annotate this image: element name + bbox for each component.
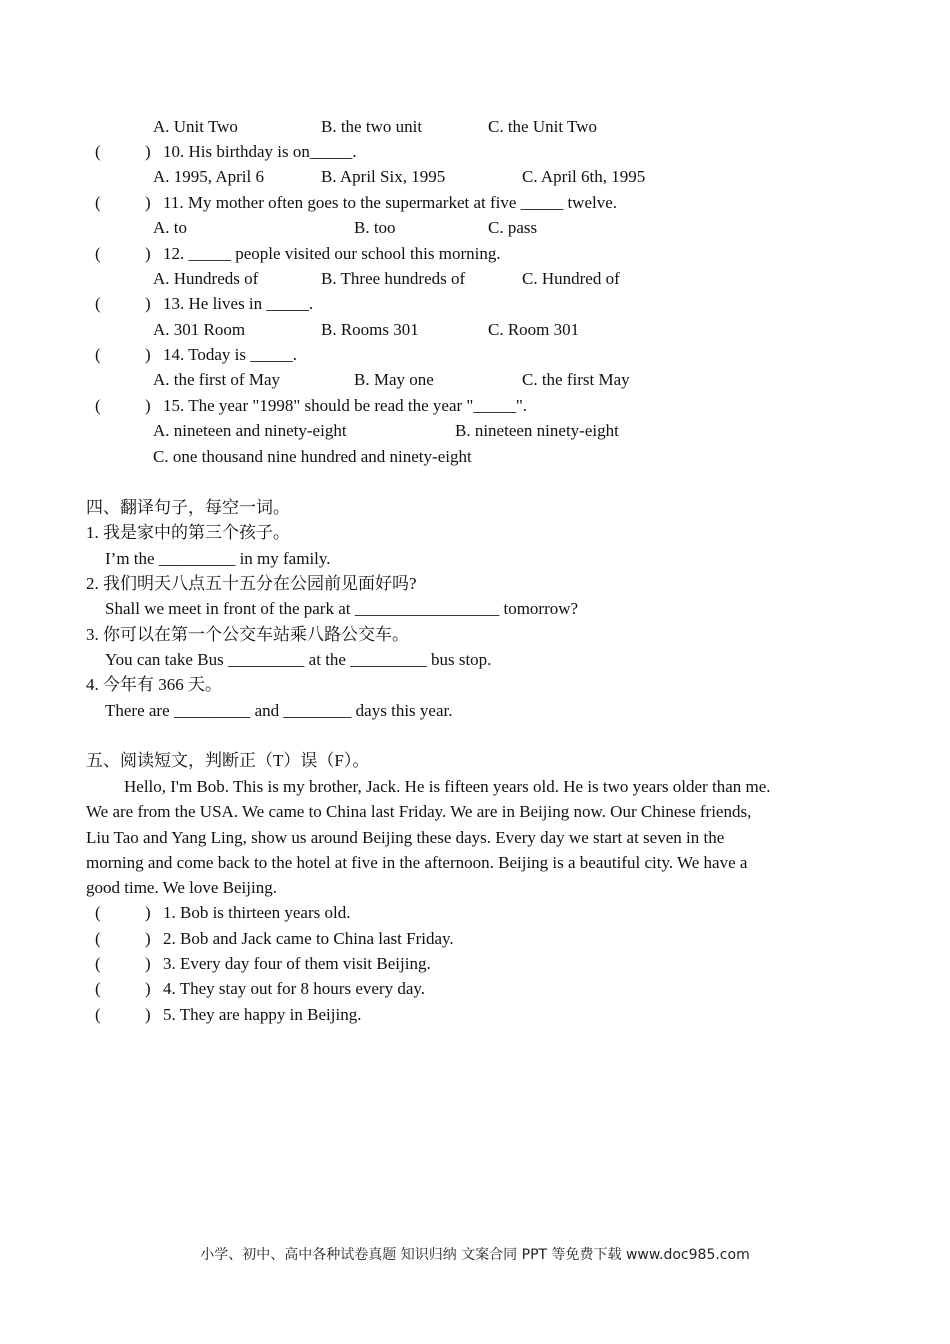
passage-line: Hello, I'm Bob. This is my brother, Jack. He is fifteen years old. He is two years older than me. (124, 777, 771, 796)
answer-bracket-open[interactable]: ( (95, 244, 101, 263)
answer-bracket-open[interactable]: ( (95, 954, 101, 973)
option: A. nineteen and ninety-eight (153, 421, 347, 440)
answer-bracket-open[interactable]: ( (95, 929, 101, 948)
passage-line: Liu Tao and Yang Ling, show us around Beijing these days. Every day we start at seven in the (86, 827, 725, 847)
answer-bracket-open[interactable]: ( (95, 396, 101, 415)
section-title: 四、翻译句子，每空一词。 (86, 498, 290, 517)
answer-bracket-open[interactable]: ( (95, 903, 101, 922)
option: A. to (153, 218, 187, 237)
question-text: 13. He lives in _____. (163, 294, 314, 313)
passage-line: good time. We love Beijing. (86, 878, 277, 898)
answer-bracket-close: ) (145, 193, 151, 212)
question-text: 14. Today is _____. (163, 345, 298, 364)
question-text: 11. My mother often goes to the supermarket at five _____ twelve. (163, 193, 618, 212)
option: A. Hundreds of (153, 269, 259, 288)
option: B. nineteen ninety-eight (455, 421, 619, 440)
tf-statement: 4. They stay out for 8 hours every day. (163, 979, 426, 998)
option: C. pass (488, 218, 538, 237)
option: A. Unit Two (153, 117, 238, 136)
answer-bracket-open[interactable]: ( (95, 345, 101, 364)
answer-bracket-close: ) (145, 903, 151, 922)
option: B. May one (354, 370, 434, 389)
option: B. April Six, 1995 (321, 167, 446, 186)
page-footer: 小学、初中、高中各种试卷真题 知识归纳 文案合同 PPT 等免费下载 www.doc985.com (200, 1247, 750, 1263)
option: C. Room 301 (488, 320, 580, 339)
option: A. 1995, April 6 (153, 167, 264, 186)
answer-bracket-open[interactable]: ( (95, 193, 101, 212)
answer-bracket-close: ) (145, 979, 151, 998)
translation-sentence: You can take Bus _________ at the _________ bus stop. (105, 650, 492, 669)
tf-statement: 1. Bob is thirteen years old. (163, 903, 351, 922)
translation-prompt: 2. 我们明天八点五十五分在公园前见面好吗? (86, 574, 417, 593)
section-title: 五、阅读短文，判断正（T）误（F）。 (86, 751, 370, 770)
question-text: 12. _____ people visited our school this morning. (163, 244, 501, 263)
translation-sentence: Shall we meet in front of the park at _________________ tomorrow? (105, 599, 579, 618)
passage-line: We are from the USA. We came to China last Friday. We are in Beijing now. Our Chinese friends, (86, 802, 752, 822)
passage-line: morning and come back to the hotel at five in the afternoon. Beijing is a beautiful city. We have a (86, 852, 748, 872)
answer-bracket-close: ) (145, 929, 151, 948)
translation-sentence: There are _________ and ________ days this year. (105, 701, 453, 720)
answer-bracket-close: ) (145, 142, 151, 161)
question-text: 10. His birthday is on_____. (163, 142, 357, 161)
reading-passage (86, 774, 864, 900)
answer-bracket-close: ) (145, 294, 151, 313)
tf-statement: 2. Bob and Jack came to China last Friday. (163, 929, 454, 948)
answer-bracket-open[interactable]: ( (95, 142, 101, 161)
option: A. 301 Room (153, 320, 246, 339)
translation-prompt: 4. 今年有 366 天。 (86, 675, 222, 694)
option: B. the two unit (321, 117, 423, 136)
answer-bracket-close: ) (145, 244, 151, 263)
translation-prompt: 3. 你可以在第一个公交车站乘八路公交车。 (86, 625, 409, 644)
option: B. Rooms 301 (321, 320, 419, 339)
option: B. Three hundreds of (321, 269, 466, 288)
answer-bracket-open[interactable]: ( (95, 979, 101, 998)
option: C. Hundred of (522, 269, 620, 288)
option: C. the first May (522, 370, 630, 389)
option: B. too (354, 218, 396, 237)
answer-bracket-close: ) (145, 345, 151, 364)
option: C. April 6th, 1995 (522, 167, 646, 186)
answer-bracket-close: ) (145, 396, 151, 415)
translation-prompt: 1. 我是家中的第三个孩子。 (86, 523, 290, 542)
answer-bracket-close: ) (145, 954, 151, 973)
translation-sentence: I’m the _________ in my family. (105, 549, 331, 568)
answer-bracket-open[interactable]: ( (95, 1005, 101, 1024)
answer-bracket-close: ) (145, 1005, 151, 1024)
tf-statement: 5. They are happy in Beijing. (163, 1005, 362, 1024)
tf-statement: 3. Every day four of them visit Beijing. (163, 954, 431, 973)
option: C. one thousand nine hundred and ninety-eight (153, 447, 472, 466)
question-text: 15. The year "1998" should be read the year "_____". (163, 396, 528, 415)
answer-bracket-open[interactable]: ( (95, 294, 101, 313)
option: A. the first of May (153, 370, 281, 389)
option: C. the Unit Two (488, 117, 597, 136)
